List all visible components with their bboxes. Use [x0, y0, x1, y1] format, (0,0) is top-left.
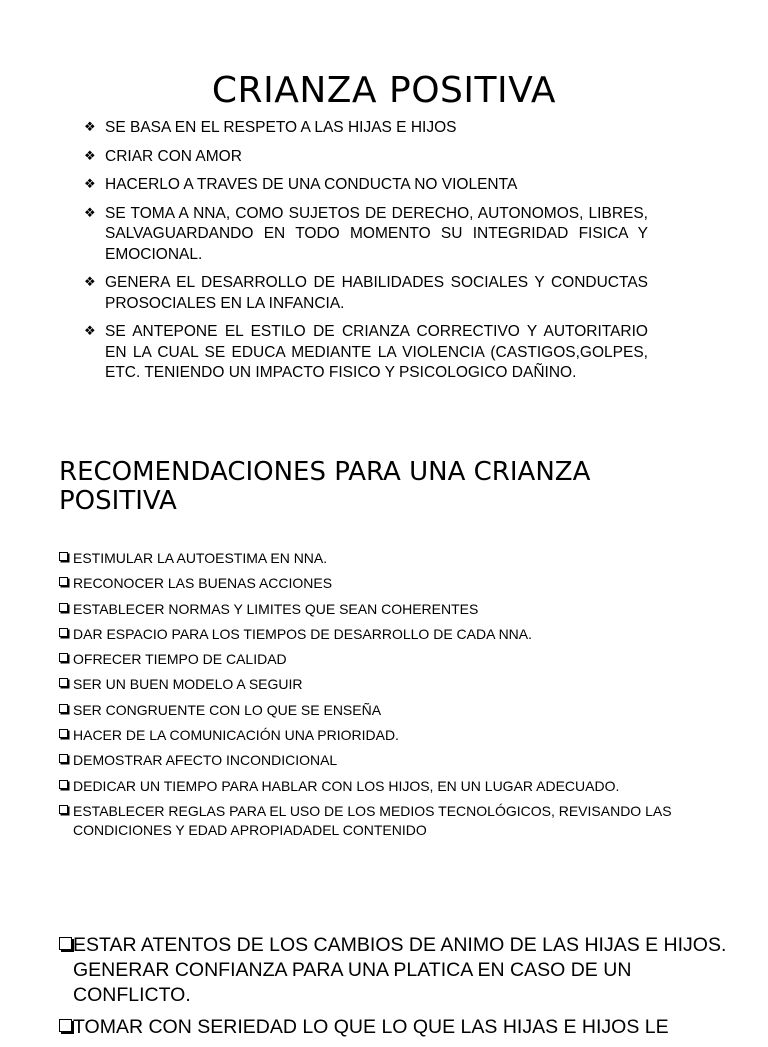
list-item: ESTAR ATENTOS DE LOS CAMBIOS DE ANIMO DE LAS HIJAS E HIJOS. GENERAR CONFIANZA PARA UNA PLATICA EN CASO DE UN CONFLICTO.: [59, 933, 739, 1008]
square-bullet-icon: [59, 704, 68, 713]
list-item: DEDICAR UN TIEMPO PARA HABLAR CON LOS HIJOS, EN UN LUGAR ADECUADO.: [59, 777, 709, 796]
diamond-bullet-icon: ❖: [84, 147, 96, 163]
diamond-bullet-icon: ❖: [84, 176, 96, 191]
list-item: DEMOSTRAR AFECTO INCONDICIONAL: [59, 751, 709, 770]
list-item: DAR ESPACIO PARA LOS TIEMPOS DE DESARROLLO DE CADA NNA.: [59, 625, 709, 644]
square-bullet-icon: [59, 780, 68, 789]
square-bullet-icon: [59, 577, 68, 586]
list-item: TOMAR CON SERIEDAD LO QUE LO QUE LAS HIJAS E HIJOS LE: [59, 1015, 739, 1040]
list-item: RECONOCER LAS BUENAS ACCIONES: [59, 574, 709, 593]
square-bullet-icon: [59, 754, 68, 763]
recommendations-heading: RECOMENDACIONES PARA UNA CRIANZA POSITIVA: [59, 457, 591, 516]
list-item: ESTABLECER NORMAS Y LIMITES QUE SEAN COHERENTES: [59, 600, 709, 619]
square-bullet-icon: [59, 1019, 72, 1032]
list-item: OFRECER TIEMPO DE CALIDAD: [59, 650, 709, 669]
principles-list: [84, 118, 648, 392]
square-bullet-icon: [59, 678, 68, 687]
square-bullet-icon: [59, 937, 72, 950]
list-item: ESTABLECER REGLAS PARA EL USO DE LOS MEDIOS TECNOLÓGICOS, REVISANDO LAS CONDICIONES Y EDAD APROPIADADEL CONTENIDO: [59, 802, 709, 840]
square-bullet-icon: [59, 628, 68, 637]
list-item: ❖ CRIAR CON AMOR: [84, 147, 242, 165]
list-item: ❖ SE BASA EN EL RESPETO A LAS HIJAS E HIJOS: [84, 119, 457, 136]
list-item: ESTIMULAR LA AUTOESTIMA EN NNA.: [59, 549, 709, 568]
diamond-bullet-icon: ❖: [84, 323, 96, 338]
square-bullet-icon: [59, 805, 68, 814]
list-item: ❖ SE ANTEPONE EL ESTILO DE CRIANZA CORRECTIVO Y AUTORITARIO EN LA CUAL SE EDUCA MEDIANTE LA VIOLENCIA (CASTIGOS,GOLPES, ETC. TENIENDO UN IMPACTO FISICO Y PSICOLOGICO DAÑINO.: [84, 323, 648, 381]
list-item: SER CONGRUENTE CON LO QUE SE ENSEÑA: [59, 701, 709, 720]
square-bullet-icon: [59, 603, 68, 612]
list-item: SER UN BUEN MODELO A SEGUIR: [59, 675, 709, 694]
square-bullet-icon: [59, 653, 68, 662]
list-item: ❖ SE TOMA A NNA, COMO SUJETOS DE DERECHO, AUTONOMOS, LIBRES, SALVAGUARDANDO EN TODO MOMENTO SU INTEGRIDAD FISICA Y EMOCIONAL.: [84, 204, 648, 263]
list-item: HACER DE LA COMUNICACIÓN UNA PRIORIDAD.: [59, 726, 709, 745]
diamond-bullet-icon: ❖: [84, 274, 96, 289]
square-bullet-icon: [59, 552, 68, 561]
page-title: CRIANZA POSITIVA: [211, 70, 557, 111]
list-item: ❖ HACERLO A TRAVES DE UNA CONDUCTA NO VIOLENTA: [84, 176, 518, 193]
diamond-bullet-icon: ❖: [84, 119, 96, 134]
square-bullet-icon: [59, 729, 68, 738]
diamond-bullet-icon: ❖: [84, 204, 96, 220]
list-item: ❖ GENERA EL DESARROLLO DE HABILIDADES SOCIALES Y CONDUCTAS PROSOCIALES EN LA INFANCIA.: [84, 274, 648, 312]
additional-recommendations-list: [59, 933, 739, 1047]
recommendations-list: [59, 549, 709, 846]
